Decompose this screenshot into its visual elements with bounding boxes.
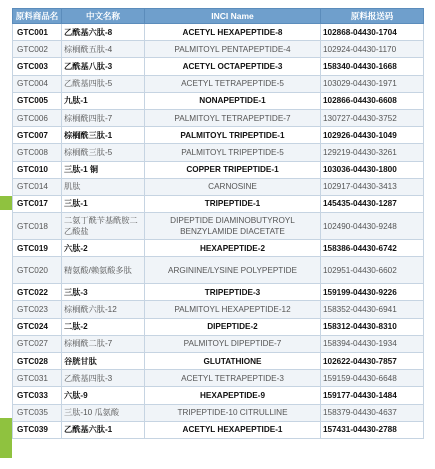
cell-inci-name: TRIPEPTIDE-1 xyxy=(145,195,321,212)
cell-chinese-name: 精氨酸/赖氨酸多肽 xyxy=(62,257,145,284)
table-row xyxy=(13,301,424,318)
left-accent-bar-lower xyxy=(0,418,12,458)
table-row xyxy=(13,92,424,109)
ingredient-table xyxy=(12,8,424,439)
cell-chinese-name: 谷胱甘肽 xyxy=(62,353,145,370)
cell-report-code: 129219-04430-3261 xyxy=(321,144,424,161)
cell-trade-name: GTC024 xyxy=(13,318,62,335)
table-row xyxy=(13,24,424,41)
header-report-code: 原料报送码 xyxy=(321,9,424,24)
cell-report-code: 158312-04430-8310 xyxy=(321,318,424,335)
cell-chinese-name: 乙酰基四肽-5 xyxy=(62,75,145,92)
cell-trade-name: GTC002 xyxy=(13,41,62,58)
cell-chinese-name: 二肽-2 xyxy=(62,318,145,335)
cell-chinese-name: 六肽-2 xyxy=(62,240,145,257)
cell-inci-name: COPPER TRIPEPTIDE-1 xyxy=(145,161,321,178)
cell-chinese-name: 棕榈酰六肽-12 xyxy=(62,301,145,318)
cell-trade-name: GTC019 xyxy=(13,240,62,257)
table-row xyxy=(13,240,424,257)
cell-chinese-name: 乙酰基六肽-8 xyxy=(62,24,145,41)
cell-inci-name: GLUTATHIONE xyxy=(145,353,321,370)
cell-report-code: 145435-04430-1287 xyxy=(321,195,424,212)
cell-chinese-name: 棕榈酰四肽-7 xyxy=(62,109,145,126)
cell-report-code: 102917-04430-3413 xyxy=(321,178,424,195)
cell-inci-name: TRIPEPTIDE-10 CITRULLINE xyxy=(145,404,321,421)
cell-trade-name: GTC031 xyxy=(13,370,62,387)
cell-report-code: 102490-04430-9248 xyxy=(321,213,424,240)
header-inci-name: INCI Name xyxy=(145,9,321,24)
header-chinese-name: 中文名称 xyxy=(62,9,145,24)
cell-inci-name: ACETYL HEXAPEPTIDE-8 xyxy=(145,24,321,41)
cell-trade-name: GTC020 xyxy=(13,257,62,284)
table-row xyxy=(13,257,424,284)
cell-trade-name: GTC014 xyxy=(13,178,62,195)
table-body xyxy=(13,24,424,439)
cell-inci-name: ACETYL TETRAPEPTIDE-3 xyxy=(145,370,321,387)
cell-trade-name: GTC017 xyxy=(13,195,62,212)
cell-chinese-name: 棕榈酰三肽-1 xyxy=(62,127,145,144)
cell-chinese-name: 棕榈酰二肽-7 xyxy=(62,335,145,352)
table-row xyxy=(13,213,424,240)
cell-trade-name: GTC033 xyxy=(13,387,62,404)
cell-report-code: 102924-04430-1170 xyxy=(321,41,424,58)
cell-inci-name: DIPEPTIDE DIAMINOBUTYROYL BENZYLAMIDE DIACETATE xyxy=(145,213,321,240)
cell-report-code: 102622-04430-7857 xyxy=(321,353,424,370)
table-row xyxy=(13,144,424,161)
cell-trade-name: GTC007 xyxy=(13,127,62,144)
cell-trade-name: GTC006 xyxy=(13,109,62,126)
table-row xyxy=(13,387,424,404)
cell-report-code: 102926-04430-1049 xyxy=(321,127,424,144)
cell-report-code: 158352-04430-6941 xyxy=(321,301,424,318)
cell-trade-name: GTC004 xyxy=(13,75,62,92)
cell-report-code: 102866-04430-6608 xyxy=(321,92,424,109)
ingredient-table-container xyxy=(12,8,423,439)
cell-chinese-name: 九肽-1 xyxy=(62,92,145,109)
cell-report-code: 157431-04430-2788 xyxy=(321,421,424,438)
cell-inci-name: ACETYL HEXAPEPTIDE-1 xyxy=(145,421,321,438)
cell-inci-name: CARNOSINE xyxy=(145,178,321,195)
cell-chinese-name: 三肽-1 铜 xyxy=(62,161,145,178)
cell-chinese-name: 三肽-10 瓜氨酸 xyxy=(62,404,145,421)
cell-inci-name: HEXAPEPTIDE-2 xyxy=(145,240,321,257)
table-row xyxy=(13,404,424,421)
cell-inci-name: PALMITOYL PENTAPEPTIDE-4 xyxy=(145,41,321,58)
cell-chinese-name: 乙酰基四肽-3 xyxy=(62,370,145,387)
cell-inci-name: ACETYL OCTAPEPTIDE-3 xyxy=(145,58,321,75)
cell-trade-name: GTC035 xyxy=(13,404,62,421)
table-row xyxy=(13,41,424,58)
cell-trade-name: GTC005 xyxy=(13,92,62,109)
table-row xyxy=(13,178,424,195)
cell-report-code: 159199-04430-9226 xyxy=(321,284,424,301)
cell-trade-name: GTC039 xyxy=(13,421,62,438)
table-row xyxy=(13,335,424,352)
table-row xyxy=(13,353,424,370)
cell-trade-name: GTC018 xyxy=(13,213,62,240)
table-row xyxy=(13,75,424,92)
header-trade-name: 原料商品名 xyxy=(13,9,62,24)
cell-report-code: 130727-04430-3752 xyxy=(321,109,424,126)
cell-inci-name: PALMITOYL TRIPEPTIDE-5 xyxy=(145,144,321,161)
cell-trade-name: GTC027 xyxy=(13,335,62,352)
cell-trade-name: GTC010 xyxy=(13,161,62,178)
cell-report-code: 158340-04430-1668 xyxy=(321,58,424,75)
cell-inci-name: ARGININE/LYSINE POLYPEPTIDE xyxy=(145,257,321,284)
cell-report-code: 103029-04430-1971 xyxy=(321,75,424,92)
table-row xyxy=(13,195,424,212)
cell-inci-name: ACETYL TETRAPEPTIDE-5 xyxy=(145,75,321,92)
cell-report-code: 159159-04430-6648 xyxy=(321,370,424,387)
cell-inci-name: PALMITOYL TETRAPEPTIDE-7 xyxy=(145,109,321,126)
table-row xyxy=(13,109,424,126)
cell-report-code: 102951-04430-6602 xyxy=(321,257,424,284)
cell-chinese-name: 三肽-1 xyxy=(62,195,145,212)
cell-inci-name: HEXAPEPTIDE-9 xyxy=(145,387,321,404)
cell-inci-name: NONAPEPTIDE-1 xyxy=(145,92,321,109)
cell-chinese-name: 乙酰基八肽-3 xyxy=(62,58,145,75)
cell-inci-name: PALMITOYL HEXAPEPTIDE-12 xyxy=(145,301,321,318)
cell-chinese-name: 二氨丁酰苄基酰胺二乙酸盐 xyxy=(62,213,145,240)
cell-chinese-name: 肌肽 xyxy=(62,178,145,195)
table-row xyxy=(13,421,424,438)
cell-chinese-name: 乙酰基六肽-1 xyxy=(62,421,145,438)
cell-inci-name: PALMITOYL DIPEPTIDE-7 xyxy=(145,335,321,352)
cell-trade-name: GTC008 xyxy=(13,144,62,161)
table-header xyxy=(13,9,424,24)
cell-report-code: 158394-04430-1934 xyxy=(321,335,424,352)
left-accent-bar xyxy=(0,196,12,210)
cell-report-code: 158379-04430-4637 xyxy=(321,404,424,421)
table-row xyxy=(13,127,424,144)
header-row xyxy=(13,9,424,24)
cell-report-code: 159177-04430-1484 xyxy=(321,387,424,404)
cell-report-code: 158386-04430-6742 xyxy=(321,240,424,257)
cell-trade-name: GTC023 xyxy=(13,301,62,318)
cell-chinese-name: 棕榈酰五肽-4 xyxy=(62,41,145,58)
cell-chinese-name: 棕榈酰三肽-5 xyxy=(62,144,145,161)
cell-trade-name: GTC001 xyxy=(13,24,62,41)
cell-trade-name: GTC003 xyxy=(13,58,62,75)
table-row xyxy=(13,284,424,301)
table-row xyxy=(13,58,424,75)
cell-inci-name: TRIPEPTIDE-3 xyxy=(145,284,321,301)
table-row xyxy=(13,370,424,387)
cell-inci-name: PALMITOYL TRIPEPTIDE-1 xyxy=(145,127,321,144)
cell-report-code: 102868-04430-1704 xyxy=(321,24,424,41)
cell-trade-name: GTC022 xyxy=(13,284,62,301)
cell-report-code: 103036-04430-1800 xyxy=(321,161,424,178)
table-row xyxy=(13,318,424,335)
table-row xyxy=(13,161,424,178)
cell-chinese-name: 六肽-9 xyxy=(62,387,145,404)
cell-chinese-name: 三肽-3 xyxy=(62,284,145,301)
cell-trade-name: GTC028 xyxy=(13,353,62,370)
cell-inci-name: DIPEPTIDE-2 xyxy=(145,318,321,335)
